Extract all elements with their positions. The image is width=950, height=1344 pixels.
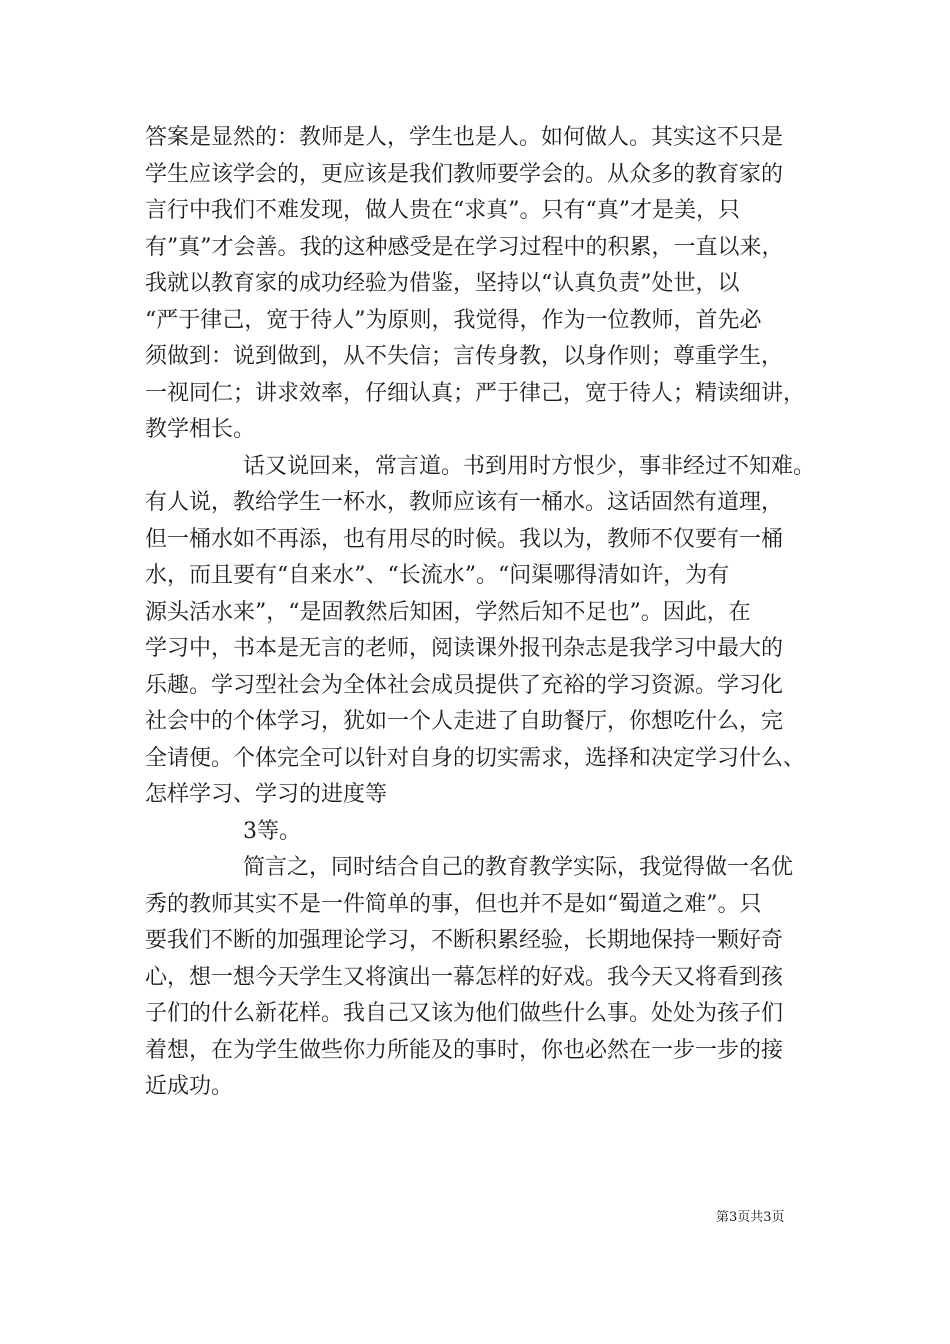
text-line: 心，想一想今天学生又将演出一幕怎样的好戏。我今天又将看到孩: [145, 964, 784, 990]
text-line: 一视同仁；讲求效率，仔细认真；严于律己，宽于待人；精读细讲，: [145, 380, 806, 406]
text-line: 全请便。个体完全可以针对自身的切实需求，选择和决定学习什么、: [145, 745, 806, 771]
text-line: 子们的什么新花样。我自己又该为他们做些什么事。处处为孩子们: [145, 1001, 784, 1026]
text-line: 话又说回来，常言道。书到用时方恨少，事非经过不知难。: [243, 453, 816, 479]
paragraph-p2: [145, 449, 835, 814]
text-line: 近成功。: [145, 1074, 234, 1099]
text-line: 言行中我们不难发现，做人贵在“求真”。只有“真”才是美，只: [145, 198, 740, 223]
text-line: 水，而且要有“自来水”、“长流水”。“问渠哪得清如许，为有: [145, 563, 730, 588]
text-line: 源头活水来”，“是固教然后知困，学然后知不足也”。因此，在: [145, 599, 751, 625]
document-body: [145, 120, 835, 1106]
text-line: 但一桶水如不再添，也有用尽的时候。我以为，教师不仅要有一桶: [145, 526, 784, 552]
text-line: 秀的教师其实不是一件简单的事，但也并不是如“蜀道之难”。只: [145, 891, 762, 917]
page-footer: 第3页共3页: [716, 1210, 785, 1225]
text-line: 乐趣。学习型社会为全体社会成员提供了充裕的学习资源。学习化: [145, 672, 784, 698]
text-line: 答案是显然的：教师是人，学生也是人。如何做人。其实这不只是: [145, 125, 784, 150]
text-line: 须做到：说到做到，从不失信；言传身教，以身作则；尊重学生，: [145, 344, 784, 369]
text-line: “严于律己，宽于待人”为原则，我觉得，作为一位教师，首先必: [145, 307, 762, 333]
text-line: 社会中的个体学习，犹如一个人走进了自助餐厅，你想吃什么，完: [145, 709, 784, 734]
text-line: 教学相长。: [145, 417, 256, 442]
text-line: 有”真”才会善。我的这种感受是在学习过程中的积累，一直以来，: [145, 234, 784, 260]
text-line: 简言之，同时结合自己的教育教学实际，我觉得做一名优: [243, 855, 794, 880]
text-line: 学生应该学会的，更应该是我们教师要学会的。从众多的教育家的: [145, 161, 784, 187]
paragraph-p3: [145, 814, 835, 851]
text-line: 着想，在为学生做些你力所能及的事时，你也必然在一步一步的接: [145, 1037, 784, 1063]
text-line: 怎样学习、学习的进度等: [145, 782, 388, 807]
text-line: 要我们不断的加强理论学习，不断积累经验，长期地保持一颗好奇: [145, 928, 784, 953]
text-line: 我就以教育家的成功经验为借鉴，坚持以“认真负责”处世，以: [145, 271, 740, 296]
text-line: 3等。: [243, 818, 301, 844]
text-line: 学习中，书本是无言的老师，阅读课外报刊杂志是我学习中最大的: [145, 636, 784, 661]
text-line: 有人说，教给学生一杯水，教师应该有一桶水。这话固然有道理，: [145, 490, 784, 515]
paragraph-p1: [145, 120, 835, 449]
paragraph-p4: [145, 850, 835, 1106]
